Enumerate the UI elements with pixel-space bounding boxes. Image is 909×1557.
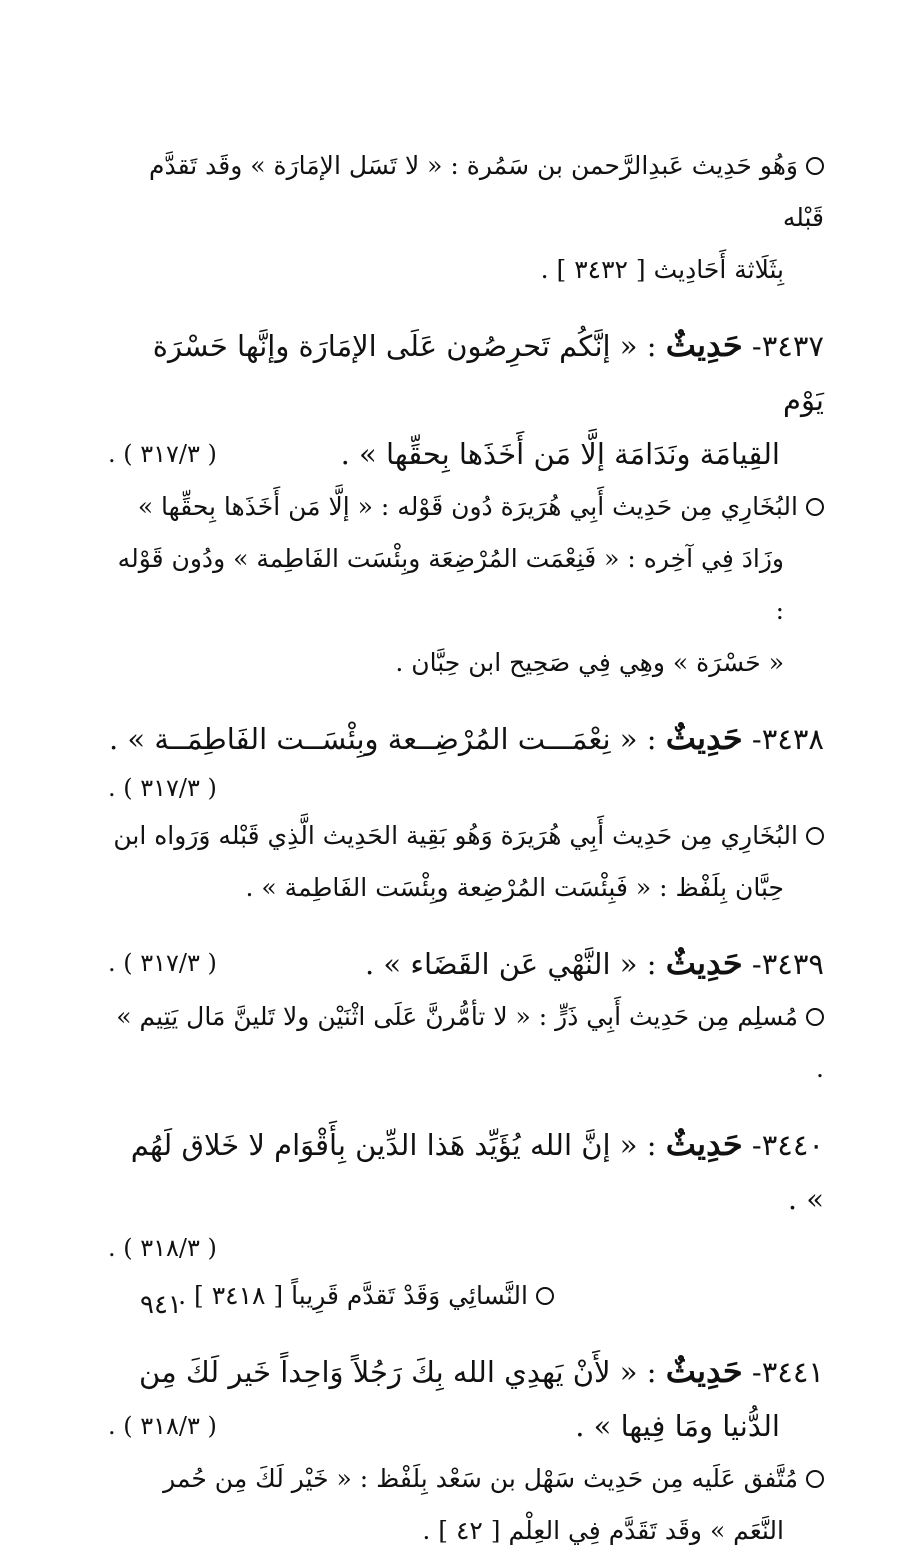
commentary-line: مُسلِم مِن حَدِيث أَبِي ذَرٍّ : « لا تأمُّرنَّ عَلَى اثْنَيْن ولا تَلينَّ مَال يَتِيم » . bbox=[116, 1002, 824, 1083]
circle-bullet-icon bbox=[536, 1287, 554, 1305]
hadith-text-line bbox=[108, 1399, 824, 1453]
hadith-heading: حَدِيثٌ bbox=[665, 1125, 743, 1163]
volume-page-reference: ( ٣١٧/٣ ) . bbox=[108, 440, 217, 468]
hadith-number: ٣٤٣٩- bbox=[751, 947, 824, 981]
commentary-line: البُخَارِي مِن حَدِيث أَبِي هُرَيرَة وَهُو بَقِية الحَدِيث الَّذِي قَبْله وَرَواه ابن bbox=[113, 821, 798, 850]
circle-bullet-icon bbox=[806, 827, 824, 845]
hadith-text-line: : « نِعْمَـــت المُرْضِــعة وبِئْسَــت الفَاطِمَــة » . bbox=[108, 722, 657, 756]
hadith-entry bbox=[108, 711, 824, 810]
commentary-line: حِبَّان بِلَفْظ : « فَبِئْسَت المُرْضِعة وبِئْسَت الفَاطِمة » . bbox=[245, 873, 784, 902]
hadith-number: ٣٤٣٨- bbox=[751, 722, 824, 756]
hadith-entry bbox=[108, 318, 824, 481]
commentary-paragraph bbox=[108, 1270, 824, 1322]
hadith-text: الدُّنيا ومَا فِيها » . bbox=[575, 1409, 780, 1443]
commentary-line: وَهُو حَدِيث عَبدِالرَّحمن بن سَمُرة : « لا تَسَل الإمَارَة » وقَد تَقدَّم قَبْله bbox=[149, 151, 824, 232]
hadith-heading: حَدِيثٌ bbox=[665, 944, 743, 982]
hadith-entry bbox=[108, 936, 824, 991]
commentary-line: مُتَّفق عَلَيه مِن حَدِيث سَهْل بن سَعْد بِلَفْظ : « خَيْر لَكَ مِن حُمر bbox=[163, 1464, 798, 1493]
commentary-line: وزَادَ فِي آخِره : « فَنِعْمَت المُرْضِعَة وبِئْسَت الفَاطِمة » ودُون قَوْله : bbox=[117, 544, 784, 625]
hadith-heading: حَدِيثٌ bbox=[665, 719, 743, 757]
commentary-paragraph bbox=[108, 481, 824, 689]
hadith-entry bbox=[108, 1117, 824, 1270]
circle-bullet-icon bbox=[806, 1470, 824, 1488]
commentary-paragraph bbox=[108, 140, 824, 296]
commentary-line: « حَسْرَة » وهِي فِي صَحِيح ابن حِبَّان . bbox=[395, 648, 784, 677]
commentary-line: النَّعَم » وقَد تَقَدَّم فِي العِلْم [ ٤٢ ] . bbox=[422, 1516, 784, 1545]
volume-page-reference: ( ٣١٨/٣ ) . bbox=[108, 1234, 217, 1262]
hadith-text-line: : « إنَّ الله يُؤَيِّد هَذا الدِّين بِأَقْوَام لا خَلاق لَهُم » . bbox=[130, 1128, 824, 1216]
circle-bullet-icon bbox=[806, 157, 824, 175]
volume-page-reference: ( ٣١٨/٣ ) . bbox=[108, 1412, 217, 1440]
commentary-line: البُخَارِي مِن حَدِيث أَبِي هُرَيرَة دُون قَوْله : « إلَّا مَن أَخَذَها بِحقِّها » bbox=[137, 492, 798, 521]
hadith-text-line: : « لأَنْ يَهدِي الله بِكَ رَجُلاً وَاحِداً خَير لَكَ مِن bbox=[139, 1355, 657, 1389]
hadith-number: ٣٤٤١- bbox=[751, 1355, 824, 1389]
hadith-number: ٣٤٣٧- bbox=[751, 329, 824, 363]
commentary-paragraph bbox=[108, 991, 824, 1095]
hadith-entry bbox=[108, 1344, 824, 1453]
hadith-number: ٣٤٤٠- bbox=[751, 1128, 824, 1162]
hadith-text-line: : « إنَّكُم تَحرِصُون عَلَى الإمَارَة وإنَّها حَسْرَة يَوْم bbox=[152, 329, 824, 417]
commentary-line: النَّسائِي وَقَدْ تَقدَّم قَرِيباً [ ٣٤١٨ ] . bbox=[178, 1281, 528, 1310]
commentary-paragraph bbox=[108, 1453, 824, 1557]
hadith-text-line bbox=[108, 427, 824, 481]
hadith-text-line: : « النَّهْي عَن القَضَاء » . bbox=[365, 947, 657, 981]
commentary-paragraph bbox=[108, 810, 824, 914]
hadith-heading: حَدِيثٌ bbox=[665, 326, 743, 364]
hadith-text: القِيامَة ونَدَامَة إلَّا مَن أَخَذَها بِحقِّها » . bbox=[340, 437, 780, 471]
circle-bullet-icon bbox=[806, 498, 824, 516]
circle-bullet-icon bbox=[806, 1008, 824, 1026]
commentary-line: بِثَلَاثة أَحَادِيث [ ٣٤٣٢ ] . bbox=[540, 255, 784, 284]
page-number: ٩٤١ bbox=[140, 1290, 182, 1320]
volume-page-reference: ( ٣١٧/٣ ) . bbox=[108, 949, 217, 977]
page-body bbox=[108, 140, 824, 1557]
volume-page-reference: ( ٣١٧/٣ ) . bbox=[108, 774, 217, 802]
hadith-heading: حَدِيثٌ bbox=[665, 1352, 743, 1390]
